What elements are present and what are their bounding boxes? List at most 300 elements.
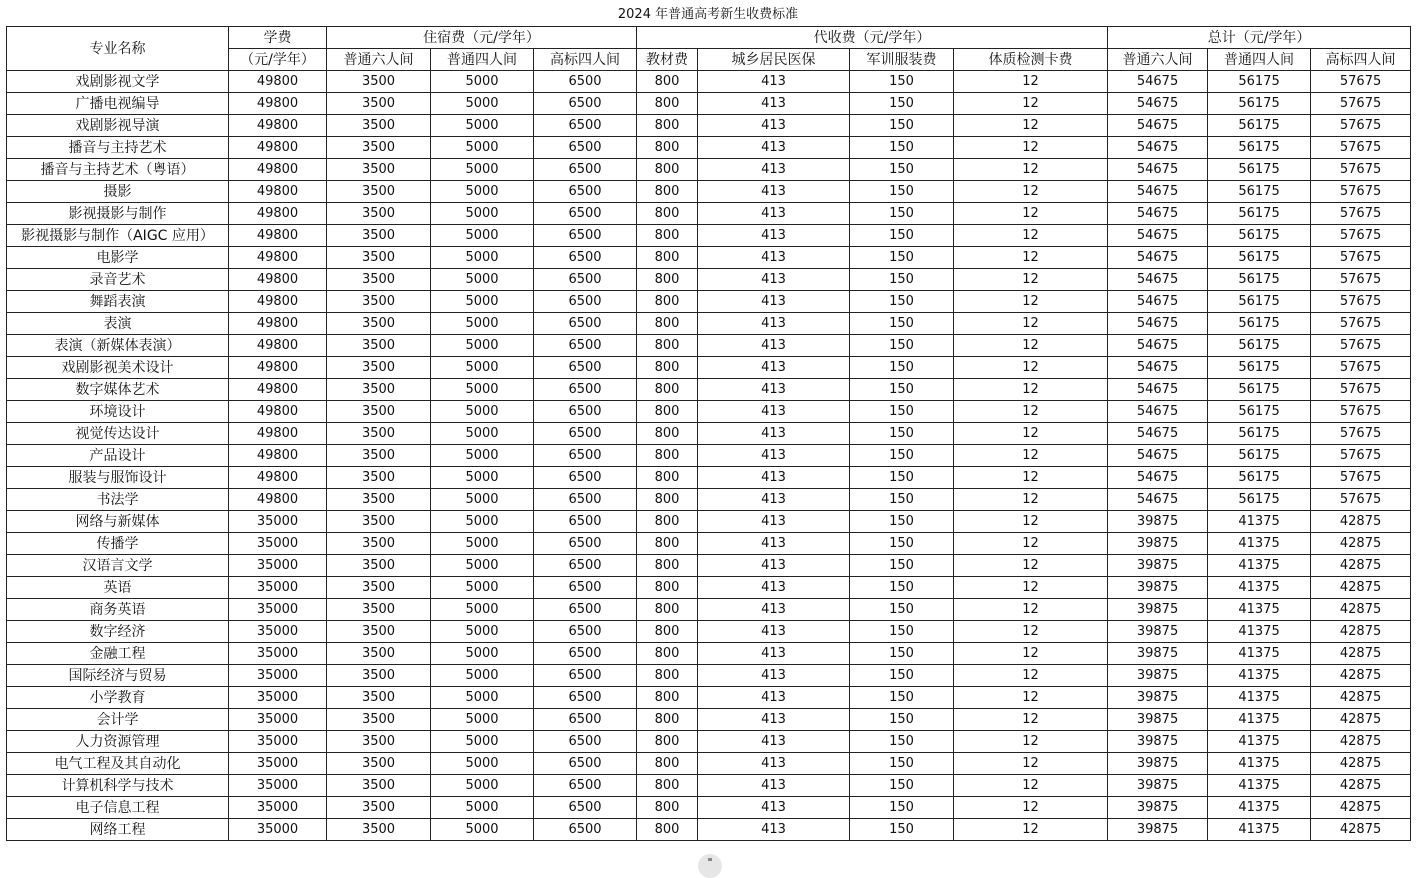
cell-tuition: 35000 bbox=[229, 775, 327, 797]
cell-medical: 413 bbox=[698, 577, 850, 599]
cell-uniform: 150 bbox=[850, 577, 954, 599]
cell-dorm-premium: 6500 bbox=[534, 511, 637, 533]
cell-medical: 413 bbox=[698, 797, 850, 819]
cell-total-six: 39875 bbox=[1108, 577, 1208, 599]
cell-medical: 413 bbox=[698, 159, 850, 181]
cell-tuition: 49800 bbox=[229, 291, 327, 313]
cell-major: 产品设计 bbox=[7, 445, 229, 467]
cell-dorm-six: 3500 bbox=[327, 137, 431, 159]
cell-dorm-four: 5000 bbox=[431, 137, 534, 159]
header-textbook: 教材费 bbox=[637, 49, 698, 71]
cell-dorm-six: 3500 bbox=[327, 533, 431, 555]
cell-total-four: 56175 bbox=[1208, 401, 1311, 423]
cell-total-premium: 57675 bbox=[1311, 445, 1411, 467]
cell-total-six: 54675 bbox=[1108, 357, 1208, 379]
cell-uniform: 150 bbox=[850, 511, 954, 533]
cell-dorm-six: 3500 bbox=[327, 335, 431, 357]
cell-dorm-six: 3500 bbox=[327, 731, 431, 753]
cell-dorm-four: 5000 bbox=[431, 621, 534, 643]
cell-textbook: 800 bbox=[637, 159, 698, 181]
cell-total-six: 54675 bbox=[1108, 379, 1208, 401]
cell-major: 戏剧影视导演 bbox=[7, 115, 229, 137]
cell-dorm-premium: 6500 bbox=[534, 291, 637, 313]
cell-dorm-premium: 6500 bbox=[534, 467, 637, 489]
cell-dorm-premium: 6500 bbox=[534, 203, 637, 225]
cell-total-four: 56175 bbox=[1208, 291, 1311, 313]
cell-total-four: 56175 bbox=[1208, 159, 1311, 181]
cell-textbook: 800 bbox=[637, 489, 698, 511]
cell-total-four: 56175 bbox=[1208, 203, 1311, 225]
cell-dorm-premium: 6500 bbox=[534, 819, 637, 841]
cell-dorm-four: 5000 bbox=[431, 577, 534, 599]
table-row bbox=[7, 731, 1411, 753]
cell-dorm-four: 5000 bbox=[431, 489, 534, 511]
cell-dorm-six: 3500 bbox=[327, 159, 431, 181]
cell-total-four: 41375 bbox=[1208, 665, 1311, 687]
cell-medical: 413 bbox=[698, 533, 850, 555]
scroll-down-icon[interactable] bbox=[698, 854, 722, 878]
cell-textbook: 800 bbox=[637, 313, 698, 335]
cell-major: 计算机科学与技术 bbox=[7, 775, 229, 797]
cell-tuition: 35000 bbox=[229, 819, 327, 841]
cell-dorm-four: 5000 bbox=[431, 423, 534, 445]
header-tuition-unit: （元/学年） bbox=[229, 49, 327, 71]
cell-total-six: 39875 bbox=[1108, 555, 1208, 577]
cell-dorm-six: 3500 bbox=[327, 401, 431, 423]
cell-uniform: 150 bbox=[850, 225, 954, 247]
cell-total-premium: 42875 bbox=[1311, 753, 1411, 775]
cell-textbook: 800 bbox=[637, 71, 698, 93]
cell-total-six: 54675 bbox=[1108, 181, 1208, 203]
cell-textbook: 800 bbox=[637, 599, 698, 621]
cell-dorm-premium: 6500 bbox=[534, 599, 637, 621]
table-row bbox=[7, 181, 1411, 203]
cell-dorm-six: 3500 bbox=[327, 423, 431, 445]
header-dorm-premium: 高标四人间 bbox=[534, 49, 637, 71]
cell-total-six: 54675 bbox=[1108, 313, 1208, 335]
table-row bbox=[7, 313, 1411, 335]
cell-uniform: 150 bbox=[850, 115, 954, 137]
cell-medical: 413 bbox=[698, 181, 850, 203]
table-row bbox=[7, 71, 1411, 93]
table-row bbox=[7, 753, 1411, 775]
cell-major: 金融工程 bbox=[7, 643, 229, 665]
table-row bbox=[7, 511, 1411, 533]
cell-tuition: 49800 bbox=[229, 489, 327, 511]
cell-total-premium: 57675 bbox=[1311, 247, 1411, 269]
cell-major: 播音与主持艺术 bbox=[7, 137, 229, 159]
cell-medical: 413 bbox=[698, 819, 850, 841]
cell-dorm-four: 5000 bbox=[431, 665, 534, 687]
cell-medical: 413 bbox=[698, 225, 850, 247]
cell-dorm-four: 5000 bbox=[431, 731, 534, 753]
cell-health-card: 12 bbox=[954, 181, 1108, 203]
cell-uniform: 150 bbox=[850, 643, 954, 665]
cell-textbook: 800 bbox=[637, 379, 698, 401]
cell-dorm-six: 3500 bbox=[327, 819, 431, 841]
cell-dorm-four: 5000 bbox=[431, 269, 534, 291]
cell-total-premium: 57675 bbox=[1311, 379, 1411, 401]
cell-textbook: 800 bbox=[637, 577, 698, 599]
cell-total-four: 56175 bbox=[1208, 379, 1311, 401]
cell-dorm-four: 5000 bbox=[431, 555, 534, 577]
header-dorm-six: 普通六人间 bbox=[327, 49, 431, 71]
cell-dorm-premium: 6500 bbox=[534, 313, 637, 335]
cell-textbook: 800 bbox=[637, 445, 698, 467]
cell-dorm-six: 3500 bbox=[327, 467, 431, 489]
cell-major: 表演 bbox=[7, 313, 229, 335]
cell-major: 数字经济 bbox=[7, 621, 229, 643]
cell-dorm-four: 5000 bbox=[431, 225, 534, 247]
cell-textbook: 800 bbox=[637, 665, 698, 687]
cell-tuition: 49800 bbox=[229, 269, 327, 291]
cell-health-card: 12 bbox=[954, 335, 1108, 357]
cell-dorm-six: 3500 bbox=[327, 775, 431, 797]
cell-textbook: 800 bbox=[637, 269, 698, 291]
cell-tuition: 49800 bbox=[229, 335, 327, 357]
cell-dorm-six: 3500 bbox=[327, 511, 431, 533]
cell-tuition: 35000 bbox=[229, 555, 327, 577]
cell-total-premium: 57675 bbox=[1311, 357, 1411, 379]
cell-total-six: 54675 bbox=[1108, 291, 1208, 313]
cell-health-card: 12 bbox=[954, 247, 1108, 269]
cell-total-premium: 42875 bbox=[1311, 555, 1411, 577]
table-row bbox=[7, 423, 1411, 445]
cell-total-premium: 57675 bbox=[1311, 313, 1411, 335]
table-row bbox=[7, 599, 1411, 621]
cell-uniform: 150 bbox=[850, 665, 954, 687]
cell-total-premium: 57675 bbox=[1311, 159, 1411, 181]
cell-tuition: 49800 bbox=[229, 313, 327, 335]
table-row bbox=[7, 775, 1411, 797]
cell-uniform: 150 bbox=[850, 203, 954, 225]
cell-dorm-premium: 6500 bbox=[534, 577, 637, 599]
cell-total-premium: 42875 bbox=[1311, 511, 1411, 533]
cell-uniform: 150 bbox=[850, 555, 954, 577]
cell-textbook: 800 bbox=[637, 533, 698, 555]
cell-tuition: 35000 bbox=[229, 643, 327, 665]
cell-total-premium: 57675 bbox=[1311, 489, 1411, 511]
cell-medical: 413 bbox=[698, 71, 850, 93]
cell-uniform: 150 bbox=[850, 401, 954, 423]
cell-total-four: 56175 bbox=[1208, 247, 1311, 269]
cell-textbook: 800 bbox=[637, 643, 698, 665]
cell-dorm-six: 3500 bbox=[327, 181, 431, 203]
cell-total-premium: 57675 bbox=[1311, 423, 1411, 445]
cell-health-card: 12 bbox=[954, 159, 1108, 181]
cell-total-four: 41375 bbox=[1208, 753, 1311, 775]
cell-total-four: 56175 bbox=[1208, 357, 1311, 379]
cell-textbook: 800 bbox=[637, 621, 698, 643]
cell-total-premium: 57675 bbox=[1311, 93, 1411, 115]
cell-health-card: 12 bbox=[954, 709, 1108, 731]
cell-total-premium: 57675 bbox=[1311, 137, 1411, 159]
cell-medical: 413 bbox=[698, 753, 850, 775]
cell-tuition: 35000 bbox=[229, 599, 327, 621]
table-row bbox=[7, 797, 1411, 819]
cell-dorm-six: 3500 bbox=[327, 203, 431, 225]
cell-dorm-six: 3500 bbox=[327, 269, 431, 291]
cell-dorm-premium: 6500 bbox=[534, 401, 637, 423]
cell-textbook: 800 bbox=[637, 709, 698, 731]
table-row bbox=[7, 357, 1411, 379]
cell-major: 影视摄影与制作 bbox=[7, 203, 229, 225]
cell-total-premium: 57675 bbox=[1311, 181, 1411, 203]
cell-dorm-premium: 6500 bbox=[534, 775, 637, 797]
cell-medical: 413 bbox=[698, 445, 850, 467]
header-dorm: 住宿费（元/学年） bbox=[327, 27, 637, 49]
cell-major: 国际经济与贸易 bbox=[7, 665, 229, 687]
cell-medical: 413 bbox=[698, 643, 850, 665]
cell-medical: 413 bbox=[698, 115, 850, 137]
cell-total-four: 41375 bbox=[1208, 797, 1311, 819]
cell-health-card: 12 bbox=[954, 797, 1108, 819]
cell-dorm-six: 3500 bbox=[327, 665, 431, 687]
cell-major: 录音艺术 bbox=[7, 269, 229, 291]
cell-major: 戏剧影视文学 bbox=[7, 71, 229, 93]
cell-major: 书法学 bbox=[7, 489, 229, 511]
cell-health-card: 12 bbox=[954, 577, 1108, 599]
cell-medical: 413 bbox=[698, 379, 850, 401]
cell-total-premium: 42875 bbox=[1311, 577, 1411, 599]
cell-uniform: 150 bbox=[850, 599, 954, 621]
cell-dorm-premium: 6500 bbox=[534, 621, 637, 643]
cell-total-premium: 42875 bbox=[1311, 599, 1411, 621]
cell-dorm-premium: 6500 bbox=[534, 225, 637, 247]
cell-dorm-four: 5000 bbox=[431, 379, 534, 401]
cell-tuition: 49800 bbox=[229, 423, 327, 445]
cell-health-card: 12 bbox=[954, 599, 1108, 621]
cell-total-premium: 42875 bbox=[1311, 709, 1411, 731]
cell-textbook: 800 bbox=[637, 137, 698, 159]
cell-total-four: 56175 bbox=[1208, 269, 1311, 291]
cell-total-premium: 57675 bbox=[1311, 401, 1411, 423]
cell-textbook: 800 bbox=[637, 93, 698, 115]
table-row bbox=[7, 467, 1411, 489]
cell-uniform: 150 bbox=[850, 753, 954, 775]
header-total-four: 普通四人间 bbox=[1208, 49, 1311, 71]
cell-dorm-premium: 6500 bbox=[534, 423, 637, 445]
cell-total-six: 54675 bbox=[1108, 203, 1208, 225]
cell-tuition: 35000 bbox=[229, 687, 327, 709]
cell-tuition: 49800 bbox=[229, 203, 327, 225]
table-row bbox=[7, 225, 1411, 247]
table-row bbox=[7, 203, 1411, 225]
cell-total-six: 54675 bbox=[1108, 445, 1208, 467]
cell-tuition: 49800 bbox=[229, 401, 327, 423]
table-row bbox=[7, 555, 1411, 577]
cell-total-premium: 42875 bbox=[1311, 797, 1411, 819]
table-row bbox=[7, 445, 1411, 467]
cell-textbook: 800 bbox=[637, 555, 698, 577]
cell-medical: 413 bbox=[698, 621, 850, 643]
cell-major: 服装与服饰设计 bbox=[7, 467, 229, 489]
cell-major: 广播电视编导 bbox=[7, 93, 229, 115]
cell-textbook: 800 bbox=[637, 775, 698, 797]
cell-total-four: 41375 bbox=[1208, 533, 1311, 555]
cell-uniform: 150 bbox=[850, 445, 954, 467]
cell-medical: 413 bbox=[698, 731, 850, 753]
cell-total-four: 41375 bbox=[1208, 731, 1311, 753]
cell-dorm-premium: 6500 bbox=[534, 247, 637, 269]
cell-dorm-four: 5000 bbox=[431, 709, 534, 731]
cell-health-card: 12 bbox=[954, 489, 1108, 511]
cell-total-six: 39875 bbox=[1108, 599, 1208, 621]
cell-dorm-six: 3500 bbox=[327, 445, 431, 467]
cell-medical: 413 bbox=[698, 511, 850, 533]
cell-dorm-premium: 6500 bbox=[534, 709, 637, 731]
cell-dorm-four: 5000 bbox=[431, 797, 534, 819]
table-row bbox=[7, 687, 1411, 709]
cell-dorm-four: 5000 bbox=[431, 775, 534, 797]
cell-health-card: 12 bbox=[954, 621, 1108, 643]
cell-uniform: 150 bbox=[850, 621, 954, 643]
cell-tuition: 35000 bbox=[229, 731, 327, 753]
cell-total-six: 39875 bbox=[1108, 621, 1208, 643]
cell-total-four: 41375 bbox=[1208, 577, 1311, 599]
cell-dorm-premium: 6500 bbox=[534, 555, 637, 577]
cell-uniform: 150 bbox=[850, 467, 954, 489]
table-row bbox=[7, 115, 1411, 137]
cell-total-four: 41375 bbox=[1208, 621, 1311, 643]
cell-dorm-four: 5000 bbox=[431, 115, 534, 137]
cell-total-four: 56175 bbox=[1208, 335, 1311, 357]
cell-uniform: 150 bbox=[850, 291, 954, 313]
cell-dorm-premium: 6500 bbox=[534, 159, 637, 181]
cell-major: 播音与主持艺术（粤语） bbox=[7, 159, 229, 181]
cell-health-card: 12 bbox=[954, 533, 1108, 555]
cell-total-six: 54675 bbox=[1108, 247, 1208, 269]
cell-dorm-six: 3500 bbox=[327, 577, 431, 599]
cell-total-six: 54675 bbox=[1108, 93, 1208, 115]
header-uniform: 军训服装费 bbox=[850, 49, 954, 71]
cell-major: 商务英语 bbox=[7, 599, 229, 621]
cell-uniform: 150 bbox=[850, 335, 954, 357]
cell-uniform: 150 bbox=[850, 71, 954, 93]
table-row bbox=[7, 159, 1411, 181]
cell-uniform: 150 bbox=[850, 159, 954, 181]
cell-dorm-six: 3500 bbox=[327, 291, 431, 313]
cell-total-four: 56175 bbox=[1208, 423, 1311, 445]
cell-tuition: 49800 bbox=[229, 181, 327, 203]
cell-major: 环境设计 bbox=[7, 401, 229, 423]
cell-textbook: 800 bbox=[637, 423, 698, 445]
cell-medical: 413 bbox=[698, 489, 850, 511]
cell-total-four: 56175 bbox=[1208, 93, 1311, 115]
cell-uniform: 150 bbox=[850, 93, 954, 115]
cell-dorm-six: 3500 bbox=[327, 379, 431, 401]
cell-health-card: 12 bbox=[954, 203, 1108, 225]
cell-total-premium: 42875 bbox=[1311, 533, 1411, 555]
cell-health-card: 12 bbox=[954, 467, 1108, 489]
cell-total-four: 56175 bbox=[1208, 225, 1311, 247]
table-row bbox=[7, 335, 1411, 357]
cell-dorm-six: 3500 bbox=[327, 71, 431, 93]
cell-health-card: 12 bbox=[954, 379, 1108, 401]
cell-dorm-premium: 6500 bbox=[534, 753, 637, 775]
cell-health-card: 12 bbox=[954, 423, 1108, 445]
cell-tuition: 49800 bbox=[229, 137, 327, 159]
cell-total-six: 39875 bbox=[1108, 731, 1208, 753]
cell-major: 表演（新媒体表演） bbox=[7, 335, 229, 357]
cell-major: 会计学 bbox=[7, 709, 229, 731]
cell-dorm-six: 3500 bbox=[327, 93, 431, 115]
header-tuition: 学费 bbox=[229, 27, 327, 49]
cell-dorm-four: 5000 bbox=[431, 533, 534, 555]
cell-tuition: 49800 bbox=[229, 71, 327, 93]
cell-tuition: 49800 bbox=[229, 93, 327, 115]
cell-total-premium: 42875 bbox=[1311, 819, 1411, 841]
cell-total-premium: 57675 bbox=[1311, 115, 1411, 137]
cell-total-six: 54675 bbox=[1108, 467, 1208, 489]
cell-textbook: 800 bbox=[637, 819, 698, 841]
cell-major: 电影学 bbox=[7, 247, 229, 269]
cell-dorm-six: 3500 bbox=[327, 643, 431, 665]
cell-health-card: 12 bbox=[954, 93, 1108, 115]
cell-uniform: 150 bbox=[850, 313, 954, 335]
cell-tuition: 49800 bbox=[229, 445, 327, 467]
cell-total-six: 54675 bbox=[1108, 335, 1208, 357]
cell-health-card: 12 bbox=[954, 115, 1108, 137]
cell-uniform: 150 bbox=[850, 357, 954, 379]
page-title: 2024 年普通高考新生收费标准 bbox=[617, 7, 799, 22]
cell-dorm-six: 3500 bbox=[327, 753, 431, 775]
table-row bbox=[7, 819, 1411, 841]
cell-major: 人力资源管理 bbox=[7, 731, 229, 753]
cell-health-card: 12 bbox=[954, 687, 1108, 709]
cell-uniform: 150 bbox=[850, 489, 954, 511]
cell-total-premium: 42875 bbox=[1311, 621, 1411, 643]
cell-health-card: 12 bbox=[954, 401, 1108, 423]
cell-dorm-premium: 6500 bbox=[534, 489, 637, 511]
cell-total-premium: 57675 bbox=[1311, 269, 1411, 291]
cell-total-six: 54675 bbox=[1108, 71, 1208, 93]
cell-dorm-premium: 6500 bbox=[534, 115, 637, 137]
cell-total-four: 56175 bbox=[1208, 181, 1311, 203]
cell-dorm-premium: 6500 bbox=[534, 93, 637, 115]
cell-uniform: 150 bbox=[850, 533, 954, 555]
cell-total-six: 39875 bbox=[1108, 533, 1208, 555]
cell-textbook: 800 bbox=[637, 467, 698, 489]
header-row-group bbox=[7, 27, 1411, 49]
cell-dorm-six: 3500 bbox=[327, 687, 431, 709]
table-row bbox=[7, 137, 1411, 159]
cell-major: 汉语言文学 bbox=[7, 555, 229, 577]
cell-health-card: 12 bbox=[954, 775, 1108, 797]
cell-dorm-six: 3500 bbox=[327, 357, 431, 379]
cell-health-card: 12 bbox=[954, 137, 1108, 159]
cell-dorm-four: 5000 bbox=[431, 357, 534, 379]
cell-tuition: 49800 bbox=[229, 379, 327, 401]
cell-dorm-four: 5000 bbox=[431, 159, 534, 181]
cell-medical: 413 bbox=[698, 137, 850, 159]
cell-tuition: 49800 bbox=[229, 247, 327, 269]
cell-health-card: 12 bbox=[954, 445, 1108, 467]
cell-total-six: 54675 bbox=[1108, 489, 1208, 511]
cell-health-card: 12 bbox=[954, 665, 1108, 687]
cell-total-six: 39875 bbox=[1108, 775, 1208, 797]
cell-textbook: 800 bbox=[637, 753, 698, 775]
cell-medical: 413 bbox=[698, 203, 850, 225]
cell-dorm-four: 5000 bbox=[431, 247, 534, 269]
cell-dorm-premium: 6500 bbox=[534, 687, 637, 709]
cell-dorm-six: 3500 bbox=[327, 599, 431, 621]
cell-tuition: 49800 bbox=[229, 467, 327, 489]
cell-total-six: 39875 bbox=[1108, 643, 1208, 665]
cell-dorm-premium: 6500 bbox=[534, 379, 637, 401]
table-row bbox=[7, 665, 1411, 687]
cell-textbook: 800 bbox=[637, 291, 698, 313]
